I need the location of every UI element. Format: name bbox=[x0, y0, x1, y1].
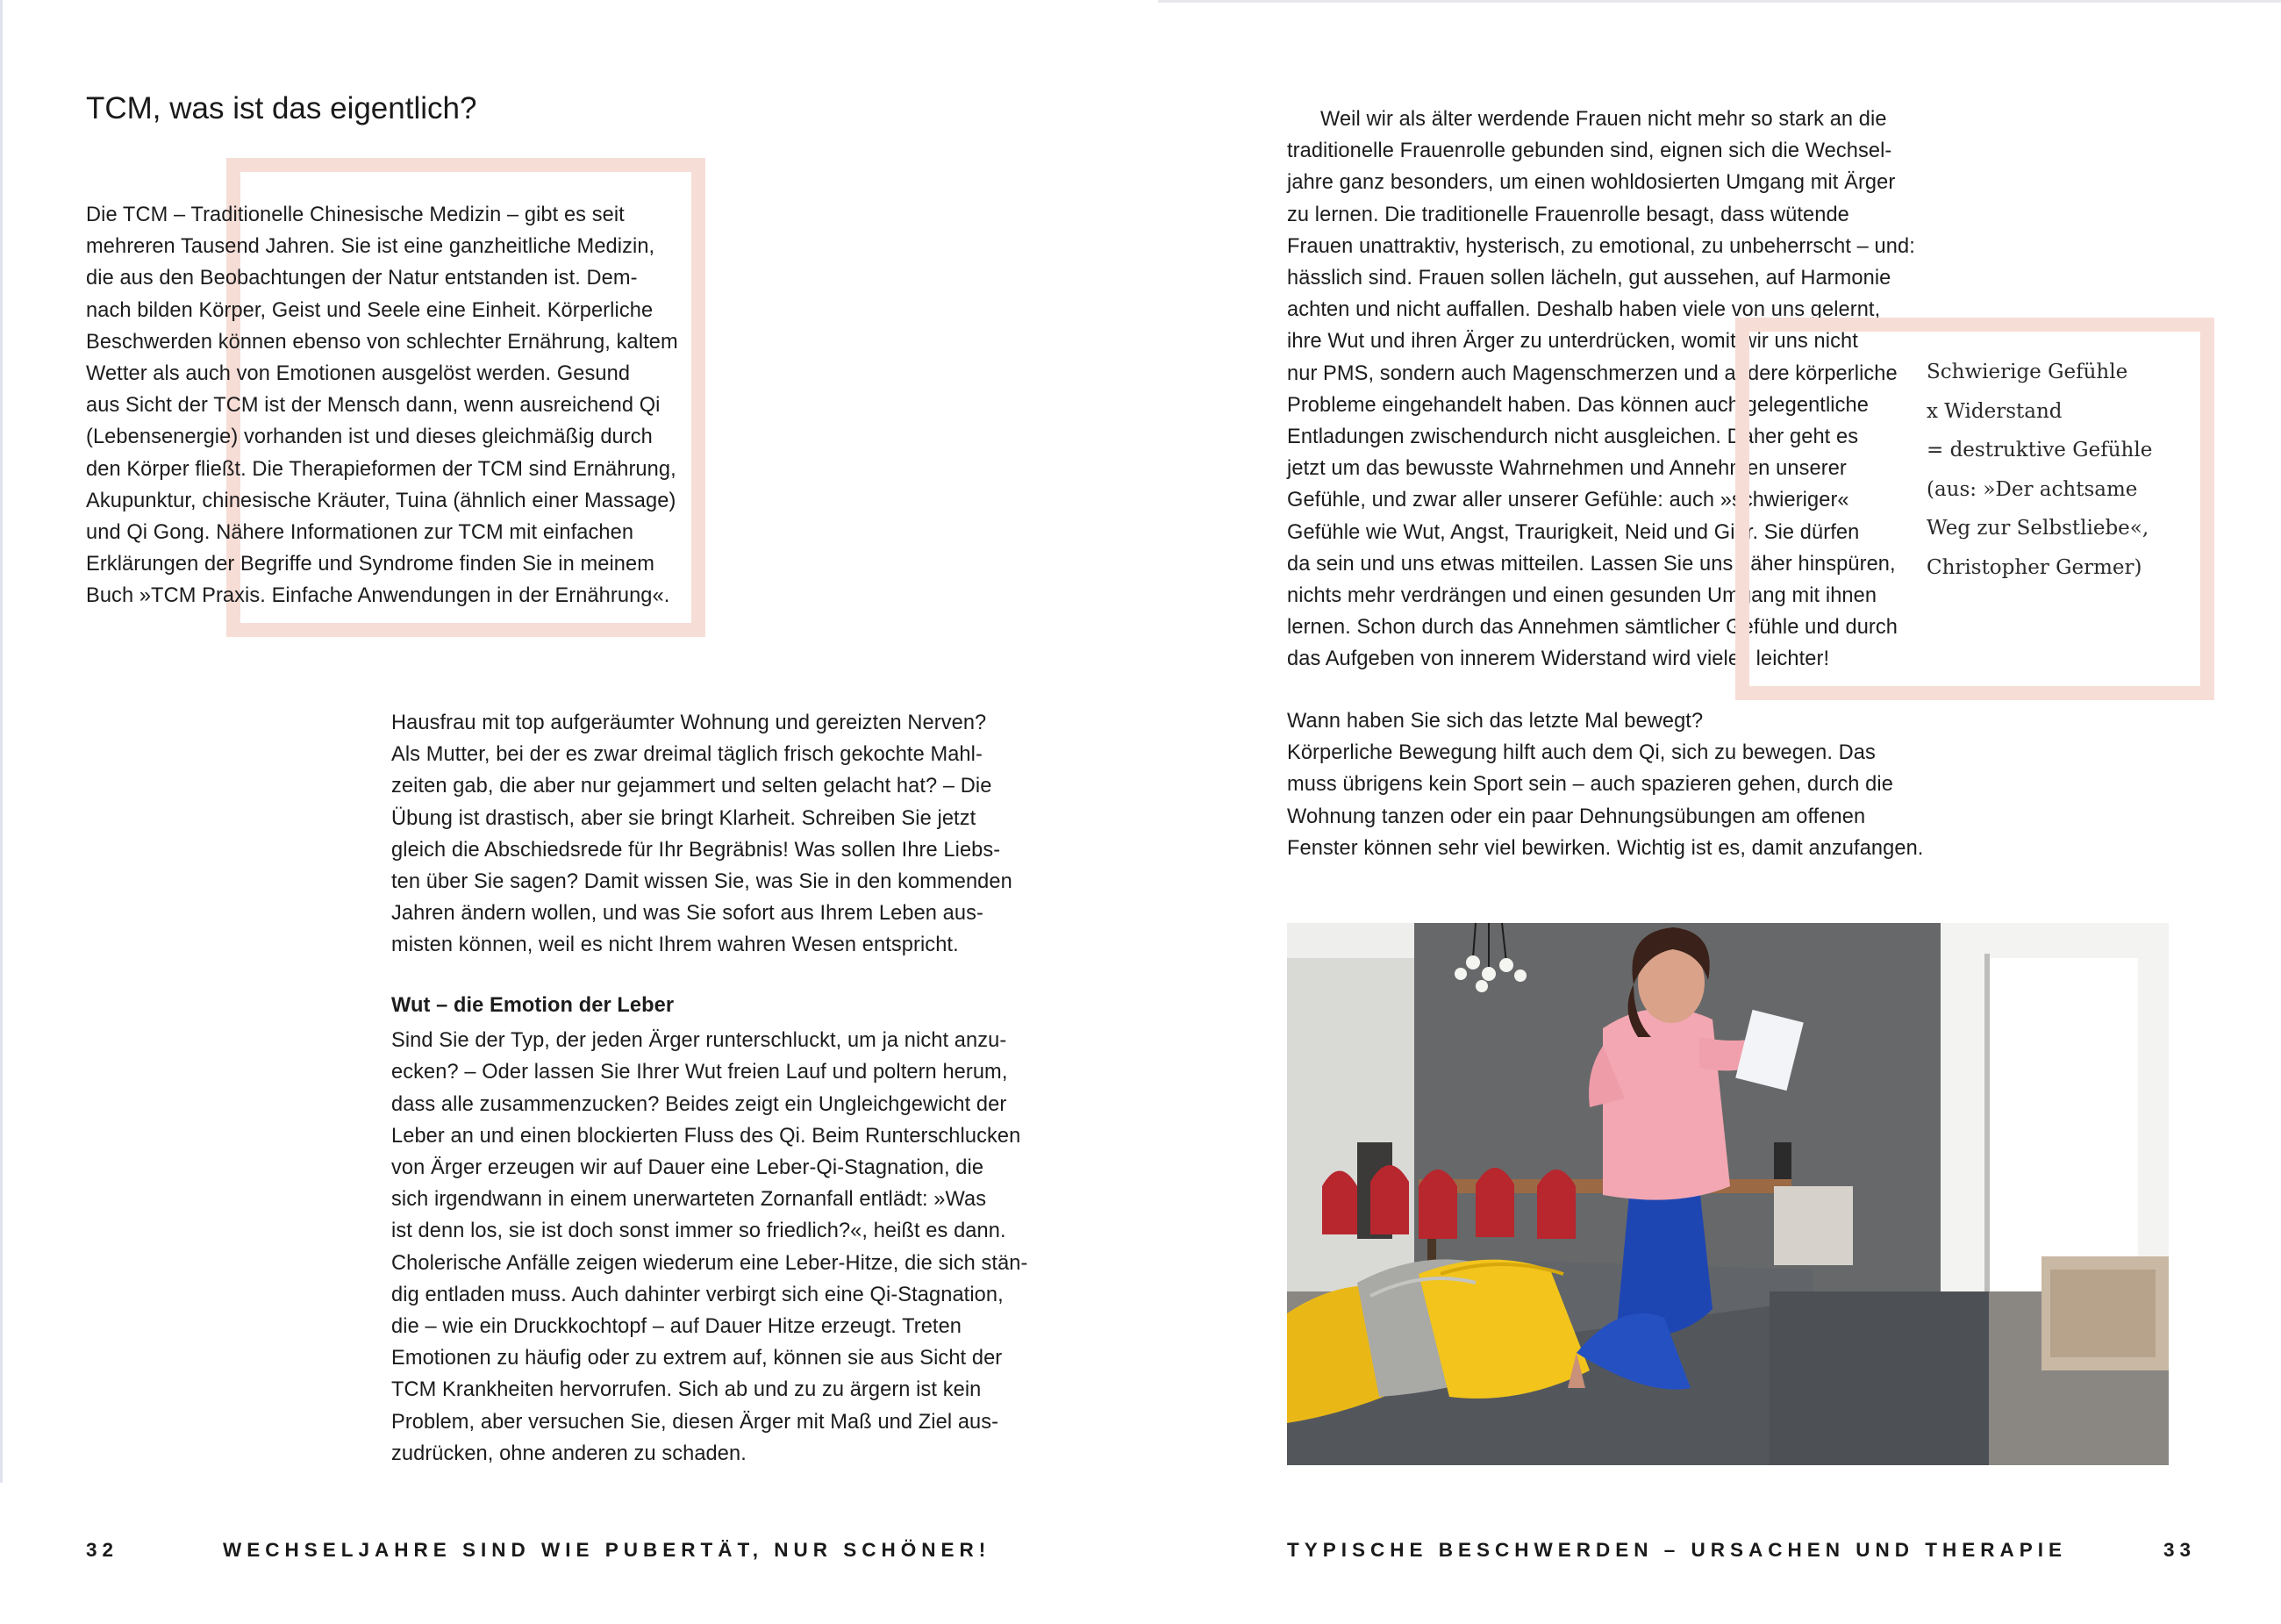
running-title-left: WECHSELJAHRE SIND WIE PUBERTÄT, NUR SCHÖNER! bbox=[223, 1539, 991, 1561]
text-line: achten und nicht auffallen. Deshalb haben viele von uns gelernt, bbox=[1287, 298, 1881, 322]
text-line: misten können, weil es nicht Ihrem wahren Wesen entspricht. bbox=[391, 934, 959, 957]
text-line: Sind Sie der Typ, der jeden Ärger runterschluckt, um ja nicht anzu- bbox=[391, 1029, 1007, 1053]
text-line: zeiten gab, die aber nur gejammert und selten gelacht hat? – Die bbox=[391, 775, 992, 798]
quote-line: (aus: »Der achtsame bbox=[1927, 477, 2138, 501]
text-line: mehreren Tausend Jahren. Sie ist eine ganzheitliche Medizin, bbox=[86, 235, 655, 259]
intro-text-block bbox=[86, 199, 678, 612]
text-line: (Lebensenergie) vorhanden ist und dieses gleichmäßig durch bbox=[86, 426, 653, 449]
question-heading: Wann haben Sie sich das letzte Mal bewegt? bbox=[1287, 710, 1704, 733]
text-line: Hausfrau mit top aufgeräumter Wohnung und gereizten Nerven? bbox=[391, 712, 987, 734]
text-line: und Qi Gong. Nähere Informationen zur TCM mit einfachen bbox=[86, 521, 634, 545]
text-line: Akupunktur, chinesische Kräuter, Tuina (ähnlich einer Massage) bbox=[86, 489, 676, 512]
text-line: ecken? – Oder lassen Sie Ihrer Wut freien Lauf und poltern herum, bbox=[391, 1061, 1008, 1084]
text-line: muss übrigens kein Sport sein – auch spazieren gehen, durch die bbox=[1287, 773, 1893, 797]
text-line: ihre Wut und ihren Ärger zu unterdrücken, womit wir uns nicht bbox=[1287, 330, 1858, 354]
text-line: Wetter als auch von Emotionen ausgelöst werden. Gesund bbox=[86, 362, 631, 386]
text-line: Gefühle wie Wut, Angst, Traurigkeit, Neid und Gier. Sie dürfen bbox=[1287, 520, 1860, 544]
text-line: nach bilden Körper, Geist und Seele eine Einheit. Körperliche bbox=[86, 298, 654, 322]
quote-line: x Widerstand bbox=[1927, 399, 2063, 423]
quote-box bbox=[1927, 353, 2152, 588]
photo-woman-dancing bbox=[1287, 923, 2169, 1465]
text-line: Cholerische Anfälle zeigen wiederum eine Leber-Hitze, die sich stän- bbox=[391, 1251, 1028, 1275]
text-line: nichts mehr verdrängen und einen gesunden Umgang mit ihnen bbox=[1287, 584, 1877, 608]
subheading-wut: Wut – die Emotion der Leber bbox=[391, 994, 675, 1017]
text-line: die – wie ein Druckkochtopf – auf Dauer Hitze erzeugt. Treten bbox=[391, 1315, 962, 1339]
quote-line: Christopher Germer) bbox=[1927, 555, 2142, 579]
text-line: Jahren ändern wollen, und was Sie sofort aus Ihrem Leben aus- bbox=[391, 902, 983, 926]
text-line: jahre ganz besonders, um einen wohldosierten Umgang mit Ärger bbox=[1287, 171, 1896, 195]
page-number-right: 33 bbox=[2163, 1539, 2197, 1561]
text-line: das Aufgeben von innerem Widerstand wird vieles leichter! bbox=[1287, 647, 1830, 671]
text-line: Emotionen zu häufig oder zu extrem auf, können sie aus Sicht der bbox=[391, 1347, 1003, 1370]
text-line: den Körper fließt. Die Therapieformen der TCM sind Ernährung, bbox=[86, 457, 676, 481]
text-line: Gefühle, und zwar aller unserer Gefühle: auch »schwieriger« bbox=[1287, 489, 1849, 512]
text-line: dass alle zusammenzucken? Beides zeigt ein Ungleichgewicht der bbox=[391, 1092, 1007, 1116]
text-line: Frauen unattraktiv, hysterisch, zu emotional, zu unbeherrscht – und: bbox=[1287, 234, 1915, 258]
text-line: Wohnung tanzen oder ein paar Dehnungsübungen am offenen bbox=[1287, 805, 1866, 828]
quote-line: Schwierige Gefühle bbox=[1927, 361, 2128, 383]
text-line: Entladungen zwischendurch nicht ausgleichen. Daher geht es bbox=[1287, 426, 1859, 449]
text-line: zu lernen. Die traditionelle Frauenrolle besagt, dass wütende bbox=[1287, 203, 1849, 226]
text-line: Problem, aber versuchen Sie, diesen Ärger mit Maß und Ziel aus- bbox=[391, 1410, 999, 1434]
text-line: ist denn los, sie ist doch sonst immer so friedlich?«, heißt es dann. bbox=[391, 1220, 1006, 1243]
text-line: gleich die Abschiedsrede für Ihr Begräbnis! Was sollen Ihre Liebs- bbox=[391, 838, 1001, 862]
text-line: zudrücken, ohne anderen zu schaden. bbox=[391, 1442, 747, 1465]
text-line: Die TCM – Traditionelle Chinesische Medizin – gibt es seit bbox=[86, 204, 625, 226]
text-line: Leber an und einen blockierten Fluss des Qi. Beim Runterschlucken bbox=[391, 1124, 1021, 1148]
quote-line: = destruktive Gefühle bbox=[1927, 439, 2153, 462]
movement-section bbox=[1287, 705, 1923, 864]
text-line: von Ärger erzeugen wir auf Dauer eine Leber-Qi-Stagnation, die bbox=[391, 1156, 984, 1180]
text-line: Fenster können sehr viel bewirken. Wichtig ist es, damit anzufangen. bbox=[1287, 836, 1924, 860]
text-line: da sein und uns etwas mitteilen. Lassen Sie uns näher hinspüren, bbox=[1287, 552, 1896, 576]
text-line: TCM Krankheiten hervorrufen. Sich ab und zu zu ärgern ist kein bbox=[391, 1378, 982, 1402]
text-line: dig entladen muss. Auch dahinter verbirgt sich eine Qi-Stagnation, bbox=[391, 1283, 1004, 1306]
page-edge bbox=[0, 0, 3, 1483]
text-line: Erklärungen der Begriffe und Syndrome finden Sie in meinem bbox=[86, 553, 655, 576]
text-line: hässlich sind. Frauen sollen lächeln, gut aussehen, auf Harmonie bbox=[1287, 267, 1891, 290]
text-line: Übung ist drastisch, aber sie bringt Klarheit. Schreiben Sie jetzt bbox=[391, 806, 976, 830]
text-line: ten über Sie sagen? Damit wissen Sie, was Sie in den kommenden bbox=[391, 870, 1012, 894]
text-line: Buch »TCM Praxis. Einfache Anwendungen in der Ernährung«. bbox=[86, 584, 670, 608]
text-line: Probleme eingehandelt haben. Das können auch gelegentliche bbox=[1287, 393, 1869, 417]
text-line: Als Mutter, bei der es zwar dreimal täglich frisch gekochte Mahl- bbox=[391, 743, 983, 767]
text-line: lernen. Schon durch das Annehmen sämtlicher Gefühle und durch bbox=[1287, 616, 1898, 640]
text-line: traditionelle Frauenrolle gebunden sind, eignen sich die Wechsel- bbox=[1287, 140, 1892, 163]
text-line: aus Sicht der TCM ist der Mensch dann, wenn ausreichend Qi bbox=[86, 394, 661, 418]
page-number-left: 32 bbox=[86, 1539, 119, 1561]
section-heading-tcm: TCM, was ist das eigentlich? bbox=[86, 91, 477, 125]
running-title-right: TYPISCHE BESCHWERDEN – URSACHEN UND THERAPIE bbox=[1287, 1539, 2068, 1561]
top-rule bbox=[1158, 0, 2281, 3]
text-line: sich irgendwann in einem unerwarteten Zornanfall entlädt: »Was bbox=[391, 1188, 987, 1212]
text-line: Beschwerden können ebenso von schlechter Ernährung, kaltem bbox=[86, 330, 678, 354]
text-line: nur PMS, sondern auch Magenschmerzen und andere körperliche bbox=[1287, 361, 1898, 385]
text-line: Weil wir als älter werdende Frauen nicht mehr so stark an die bbox=[1320, 108, 1887, 131]
wut-section bbox=[391, 990, 1027, 1470]
text-line: die aus den Beobachtungen der Natur entstanden ist. Dem- bbox=[86, 267, 638, 290]
text-line: jetzt um das bewusste Wahrnehmen und Annehmen unserer bbox=[1287, 457, 1847, 481]
text-line: Körperliche Bewegung hilft auch dem Qi, sich zu bewegen. Das bbox=[1287, 741, 1876, 765]
quote-line: Weg zur Selbstliebe«, bbox=[1927, 517, 2149, 540]
body-text-block bbox=[391, 707, 1012, 962]
